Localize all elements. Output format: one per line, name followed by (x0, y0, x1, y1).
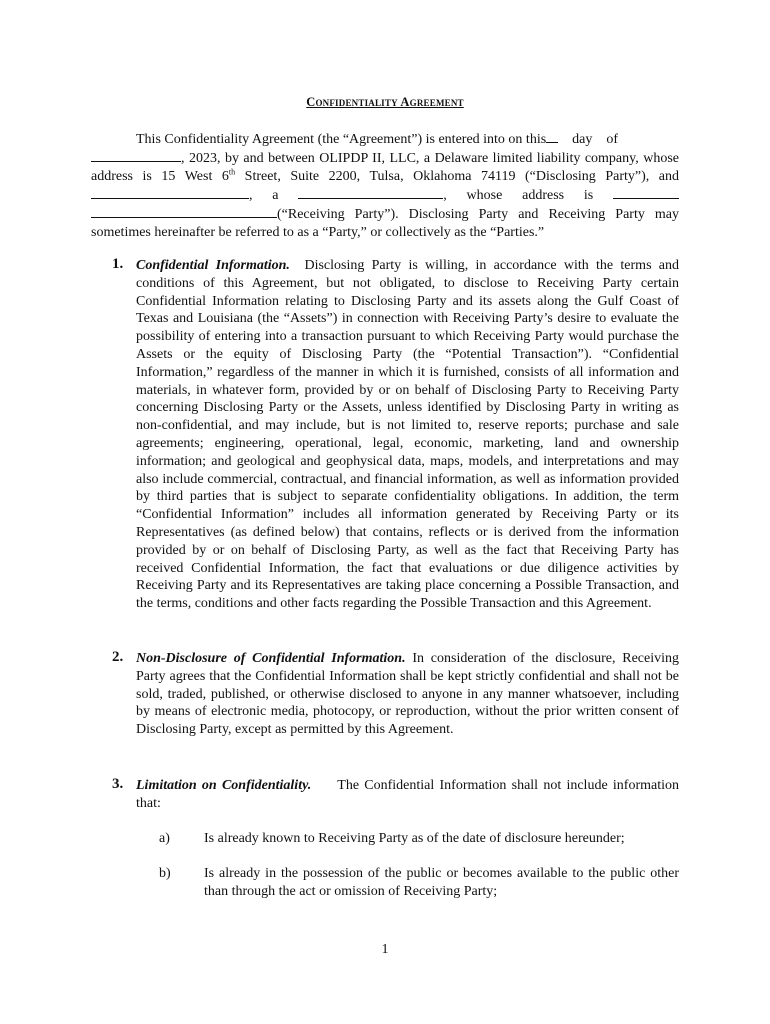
intro-text-1: This Confidentiality Agreement (the “Agreement”) is entered into on this (136, 132, 547, 147)
document-title: Confidentiality Agreement (306, 95, 464, 109)
section-2-text: In consideration of the disclosure, Receiving Party agrees that the Confidential Information shall be kept strictly confidential and shall not be sold, traded, published, or otherwise disclosed to anyone in any manner whatsoever, including by means of electronic media, photocopy, or reproduction, without the prior written consent of Disclosing Party, except as permitted by this Agreement. (136, 651, 680, 738)
day-blank (546, 130, 558, 143)
address-blank-1 (613, 186, 679, 199)
subitem-a-text: Is already known to Receiving Party as of the date of disclosure hereunder; (204, 831, 625, 846)
intro-text-2: , 2023, by and between OLIPDP II, LLC, a Delaware limited liability company, whose address is 15 West 6 (91, 151, 679, 184)
subitem-b-marker: b) (159, 866, 171, 881)
intro-text-3: Street, Suite 2200, Tulsa, Oklahoma 74119 (“Disclosing Party”), and (235, 169, 680, 184)
section-1-heading: Confidential Information. (136, 258, 290, 273)
intro-superscript: th (228, 167, 236, 177)
section-1-text: Disclosing Party is willing, in accordance with the terms and conditions of this Agreement, but not obligated, to disclose to Receiving Party certain Confidential Information relating to Disclosing Party and its assets along the Gulf Coast of Texas and Louisiana (the “Assets”) in connection with Receiving Party’s desire to evaluate the possibility of entering into a transaction pursuant to which Receiving Party would purchase the Assets or the equity of Disclosing Party (the “Potential Transaction”). “Confidential Information,” regardless of the manner in which it is furnished, consists of all information and materials, in whatever form, provided by or on behalf of Disclosing Party to Receiving Party concerning Disclosing Party or the Assets, unless identified by Disclosing Party in writing as non-confidential, and may include, but is not limited to, reserve reports; purchase and sale agreements; engineering, operational, legal, economic, marketing, land and ownership information; and geological and geophysical data, maps, models, and interpretations and may also include commercial, contractual, and financial information, as well as information provided by third parties that is subject to separate confidentiality obligations. In addition, the term “Confidential Information” includes all information generated by Receiving Party or its Representatives (as defined below) that contains, reflects or is derived from the information provided by or on behalf of Disclosing Party, as well as the fact that Receiving Party has received Confidential Information, the fact that evaluations or due diligence activities by Receiving Party and its Representatives are taking place concerning a Possible Transaction, and the terms, conditions and other facts regarding the Possible Transaction and this Agreement. (136, 258, 679, 612)
section-1-number: 1. (112, 256, 124, 272)
intro-of-word: of (606, 132, 619, 147)
section-2-heading: Non-Disclosure of Confidential Information. (136, 651, 406, 666)
section-2 (136, 650, 679, 739)
intro-text-5: (“Receiving Party”). Disclosing Party and Receiving Party may sometimes hereinafter be referred to as a “Party,” or collectively as the “Parties.” (91, 207, 679, 240)
intro-paragraph (91, 130, 679, 242)
page-number: 1 (381, 942, 389, 957)
section-3-text: The Confidential Information shall not include information that: (136, 778, 679, 811)
section-3-heading: Limitation on Confidentiality. (136, 778, 312, 793)
month-blank (91, 149, 181, 162)
intro-text-4: , whose address is (443, 188, 594, 203)
section-3 (136, 777, 679, 813)
section-1 (136, 257, 679, 613)
section-2-number: 2. (112, 649, 124, 665)
intro-day-word: day (572, 132, 593, 147)
party-name-blank (91, 186, 249, 199)
subitem-b-text: Is already in the possession of the public or becomes available to the public other than through the act or omission of Receiving Party; (204, 866, 679, 899)
intro-text-a: , a (249, 188, 279, 203)
subitem-a-marker: a) (159, 831, 170, 846)
entity-type-blank (298, 186, 443, 199)
section-3-number: 3. (112, 776, 124, 792)
address-blank-2 (91, 205, 277, 218)
